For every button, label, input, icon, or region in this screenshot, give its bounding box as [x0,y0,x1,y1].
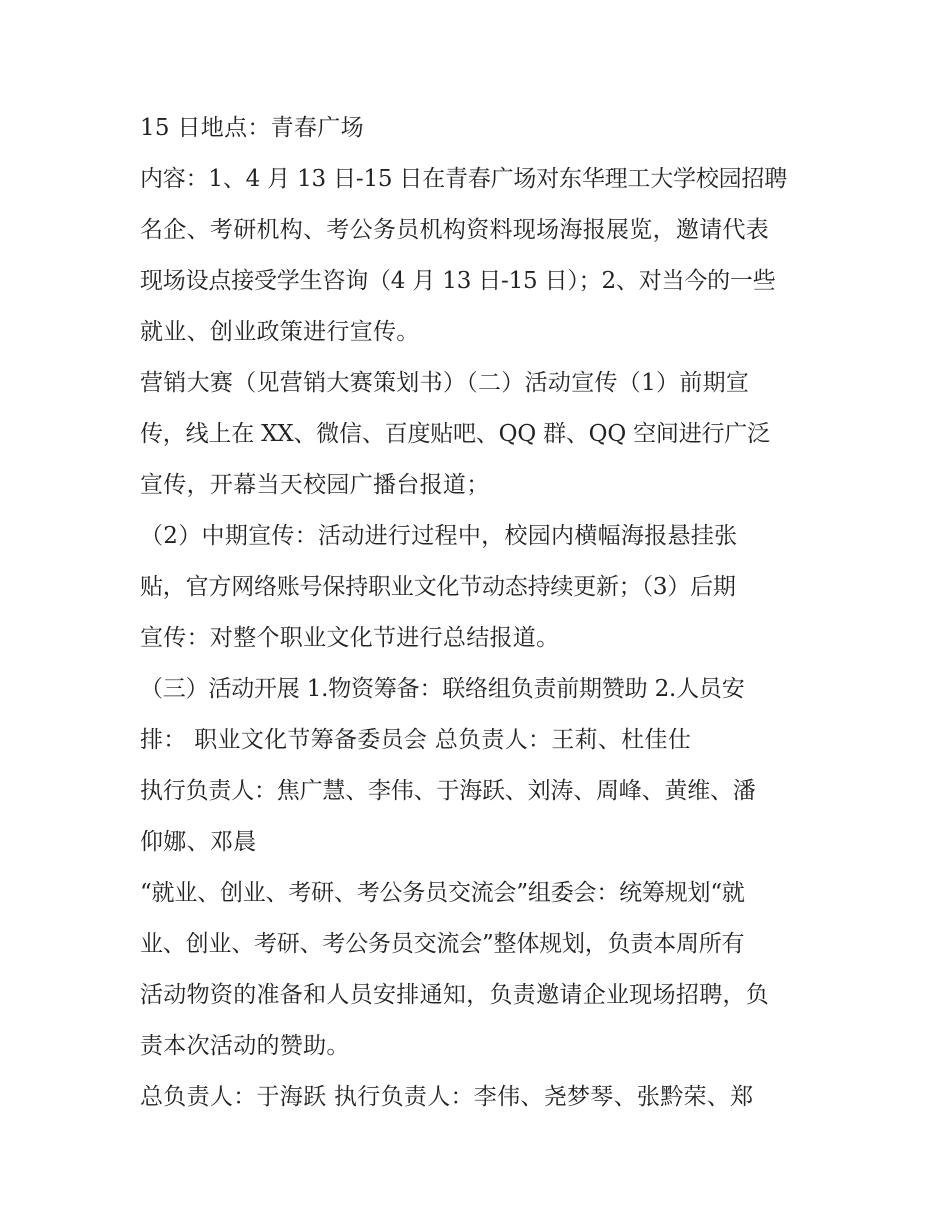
text-line: 总负责人：于海跃 执行负责人：李伟、尧梦琴、张黔荣、郑 [140,1084,754,1110]
document-body [140,103,830,1123]
text-line: 宣传：对整个职业文化节进行总结报道。 [140,625,560,651]
text-line: 内容：1、4 月 13 日-15 日在青春广场对东华理工大学校园招聘 [140,166,788,192]
text-line: 业、创业、考研、考公务员交流会”整体规划，负责本周所有 [140,931,745,957]
text-line: 名企、考研机构、考公务员机构资料现场海报展览，邀请代表 [140,217,770,243]
text-line: 15 日地点：青春广场 [140,115,364,141]
text-line: （三）活动开展 1.物资筹备：联络组负责前期赞助 2.人员安 [140,676,745,702]
text-line: 就业、创业政策进行宣传。 [140,319,420,345]
text-line: 执行负责人：焦广慧、李伟、于海跃、刘涛、周峰、黄维、潘 [140,778,756,804]
text-line: 排： 职业文化节筹备委员会 总负责人：王莉、杜佳仕 [140,727,692,753]
text-line: 贴，官方网络账号保持职业文化节动态持续更新；（3）后期 [140,574,736,600]
text-line: （2）中期宣传：活动进行过程中，校园内横幅海报悬挂张 [140,523,738,549]
text-line: 现场设点接受学生咨询（4 月 13 日-15 日）；2、对当今的一些 [140,268,776,294]
text-line: 活动物资的准备和人员安排通知，负责邀请企业现场招聘，负 [140,982,770,1008]
text-line: 仰娜、邓晨 [140,829,257,855]
text-line: 传，线上在 XX、微信、百度贴吧、QQ 群、QQ 空间进行广泛 [140,421,770,447]
text-line: 责本次活动的赞助。 [140,1033,350,1059]
text-line: 宣传，开幕当天校园广播台报道； [140,472,490,498]
text-line: 营销大赛（见营销大赛策划书）（二）活动宣传（1）前期宣 [140,370,750,396]
text-line: “就业、创业、考研、考公务员交流会”组委会：统筹规划“就 [140,880,745,906]
